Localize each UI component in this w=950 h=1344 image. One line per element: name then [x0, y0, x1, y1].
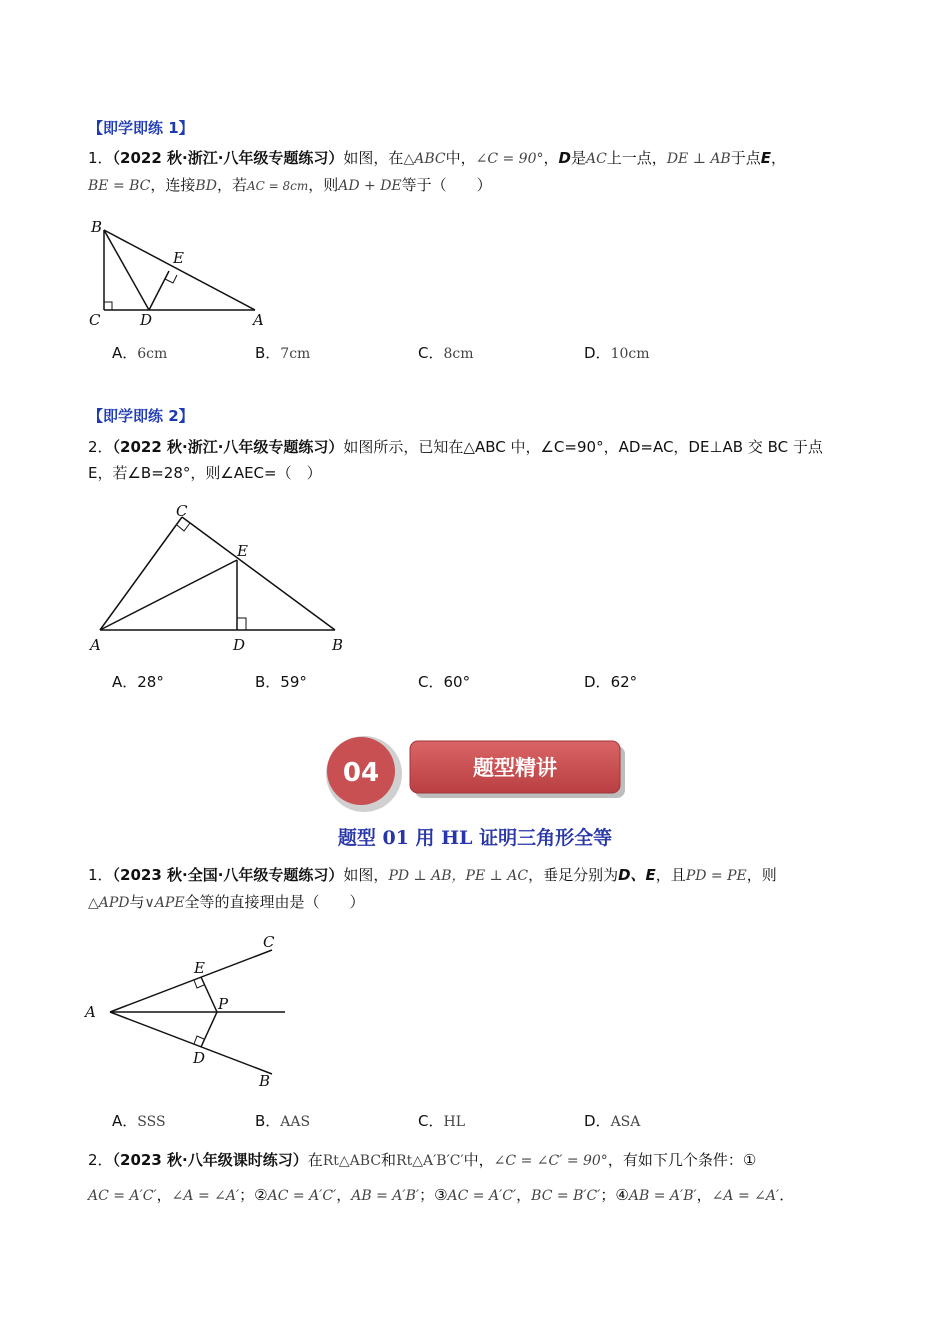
option-c[interactable]: [418, 671, 470, 692]
text: ；④: [600, 1186, 629, 1204]
option-key: B．: [255, 344, 281, 362]
point-label-P: P: [218, 995, 229, 1013]
figure-3: [80, 930, 300, 1092]
text: ，且: [655, 866, 686, 884]
text: ；②: [239, 1186, 268, 1204]
segment-EP: [201, 977, 217, 1012]
option-value: HL: [443, 1114, 465, 1130]
text: ．: [779, 1186, 795, 1204]
point-label-D: D: [233, 636, 246, 654]
option-b[interactable]: [255, 1110, 310, 1131]
math: AC = A′C′: [267, 1188, 337, 1204]
point-label-B: B: [332, 636, 344, 654]
text: ，连接: [150, 176, 196, 194]
option-key: A．: [112, 344, 138, 362]
figure-1: [85, 215, 275, 330]
text: 与: [129, 893, 145, 911]
option-value: 8cm: [443, 346, 474, 362]
math: ∠C = ∠C′ = 90°: [493, 1153, 608, 1169]
math: AC = A′C′: [447, 1188, 517, 1204]
text: ，: [696, 1186, 712, 1204]
question-number: 1．: [88, 149, 113, 167]
option-c[interactable]: [418, 1110, 465, 1131]
math: BE = BC: [88, 178, 151, 194]
math: ∨APE: [144, 895, 185, 911]
point-label-A: A: [253, 311, 264, 329]
text: 如图，在: [343, 149, 404, 167]
option-key: D．: [584, 344, 611, 362]
text: 全等的直接理由是（ ）: [184, 893, 365, 911]
math: AC = A′C′: [88, 1188, 157, 1204]
option-a[interactable]: [112, 671, 164, 692]
figure-2: [85, 498, 360, 658]
question-source: （2023 秋·八年级课时练习）: [112, 1151, 308, 1169]
option-key: D．: [584, 1112, 611, 1130]
text: 如图，: [343, 866, 389, 884]
text: ，则: [308, 176, 339, 194]
option-key: D．: [584, 673, 611, 691]
text: ，: [771, 149, 787, 167]
text: 中，: [445, 149, 476, 167]
math: ∠A = ∠A′: [171, 1188, 240, 1204]
option-value: AAS: [280, 1114, 311, 1130]
option-c[interactable]: [418, 342, 474, 363]
text: ，垂足分别为: [528, 866, 619, 884]
point-label-C: C: [263, 933, 275, 951]
point-label-D: D: [193, 1049, 206, 1067]
text: 等于（ ）: [401, 176, 492, 194]
segment-AC: [100, 517, 182, 630]
math: ∠C = 90°: [475, 151, 544, 167]
option-key: A．: [112, 673, 138, 691]
text: 上一点，: [606, 149, 667, 167]
option-value: 10cm: [610, 346, 650, 362]
math: Rt△A′B′C′: [396, 1153, 464, 1169]
text: 和: [381, 1151, 397, 1169]
math: D: [558, 149, 571, 167]
question-number: 2．: [88, 438, 113, 456]
question-number: 2．: [88, 1151, 113, 1169]
math: BC = B′C′: [531, 1188, 601, 1204]
point-label-B: B: [91, 218, 103, 236]
practice-label-2: 【即学即练 2】: [88, 407, 194, 425]
option-key: C．: [418, 344, 444, 362]
text: ，: [516, 1186, 532, 1204]
text: ，有如下几个条件：①: [607, 1151, 757, 1169]
text: ，则: [746, 866, 777, 884]
option-d[interactable]: [584, 671, 637, 692]
math: Rt△ABC: [322, 1153, 382, 1169]
math: AD + DE: [338, 178, 402, 194]
option-key: C．: [418, 1112, 444, 1130]
point-label-D: D: [140, 311, 153, 329]
text: 是: [570, 149, 586, 167]
math: △ABC: [403, 151, 446, 167]
segment-AE: [100, 560, 237, 630]
text: ，: [543, 149, 559, 167]
point-label-E: E: [194, 959, 205, 977]
option-key: B．: [255, 673, 281, 691]
option-value: 59°: [280, 673, 307, 691]
type-title: 题型 01 用 HL 证明三角形全等: [337, 827, 613, 849]
math: PD ⊥ AB，PE ⊥ AC: [388, 868, 529, 884]
point-label-E: E: [237, 542, 248, 560]
option-value: 62°: [610, 673, 638, 691]
point-label-C: C: [89, 311, 101, 329]
text: E，若∠B=28°，则∠AEC=（ ）: [88, 464, 322, 482]
text: ，: [336, 1186, 352, 1204]
math: D、E: [618, 866, 656, 884]
option-d[interactable]: [584, 342, 650, 363]
right-angle-mark-C: [104, 302, 112, 310]
question-source: （2022 秋·浙江·八年级专题练习）: [112, 149, 344, 167]
question-source: （2022 秋·浙江·八年级专题练习）: [112, 438, 344, 456]
point-label-A: A: [85, 1003, 96, 1021]
text: ，: [156, 1186, 172, 1204]
section-banner: [320, 728, 630, 820]
point-label-B: B: [259, 1072, 271, 1090]
text: 在: [307, 1151, 323, 1169]
segment-DE: [149, 271, 169, 310]
math: AC: [585, 151, 607, 167]
text: 如图所示，已知在△ABC 中，∠C=90°，AD=AC，DE⊥AB 交 BC 于点: [343, 438, 823, 456]
ray-AB: [110, 1012, 272, 1074]
text: 于点: [730, 149, 761, 167]
point-label-A: A: [90, 636, 101, 654]
point-label-C: C: [176, 502, 188, 520]
question-2-text: [88, 434, 878, 486]
segment-DP: [201, 1012, 217, 1047]
option-a[interactable]: [112, 1110, 166, 1131]
option-value: 6cm: [137, 346, 168, 362]
option-key: A．: [112, 1112, 138, 1130]
math: AB = A′B′: [628, 1188, 697, 1204]
segment-CB: [182, 517, 335, 630]
text: 中，: [463, 1151, 494, 1169]
banner-text: 题型精讲: [473, 756, 557, 780]
right-angle-mark-D: [237, 618, 246, 630]
option-b[interactable]: [255, 671, 307, 692]
question-3-text: [88, 862, 878, 916]
math: ∠A = ∠A′: [711, 1188, 780, 1204]
banner-number: 04: [342, 758, 380, 788]
question-source: （2023 秋·全国·八年级专题练习）: [112, 866, 344, 884]
math: BD: [195, 178, 217, 194]
question-1-text: [88, 145, 878, 199]
option-b[interactable]: [255, 342, 310, 363]
math: E: [760, 149, 771, 167]
option-value: 28°: [137, 673, 164, 691]
question-4-text: [88, 1143, 888, 1213]
option-value: ASA: [610, 1114, 641, 1130]
text: ；③: [419, 1186, 448, 1204]
option-d[interactable]: [584, 1110, 640, 1131]
math: △APD: [88, 895, 130, 911]
math: PD = PE: [685, 868, 747, 884]
question-number: 1．: [88, 866, 113, 884]
ray-AC: [110, 950, 272, 1012]
option-value: 60°: [443, 673, 471, 691]
point-label-E: E: [173, 249, 184, 267]
right-angle-mark-C: [177, 523, 190, 531]
option-a[interactable]: [112, 342, 167, 363]
math: AB = A′B′: [351, 1188, 420, 1204]
math: DE ⊥ AB: [666, 151, 731, 167]
option-key: B．: [255, 1112, 281, 1130]
option-value: 7cm: [280, 346, 311, 362]
option-key: C．: [418, 673, 444, 691]
option-value: SSS: [137, 1114, 166, 1130]
text: ，若: [216, 176, 247, 194]
practice-label-1: 【即学即练 1】: [88, 119, 194, 137]
math: AC = 8cm: [246, 179, 309, 193]
